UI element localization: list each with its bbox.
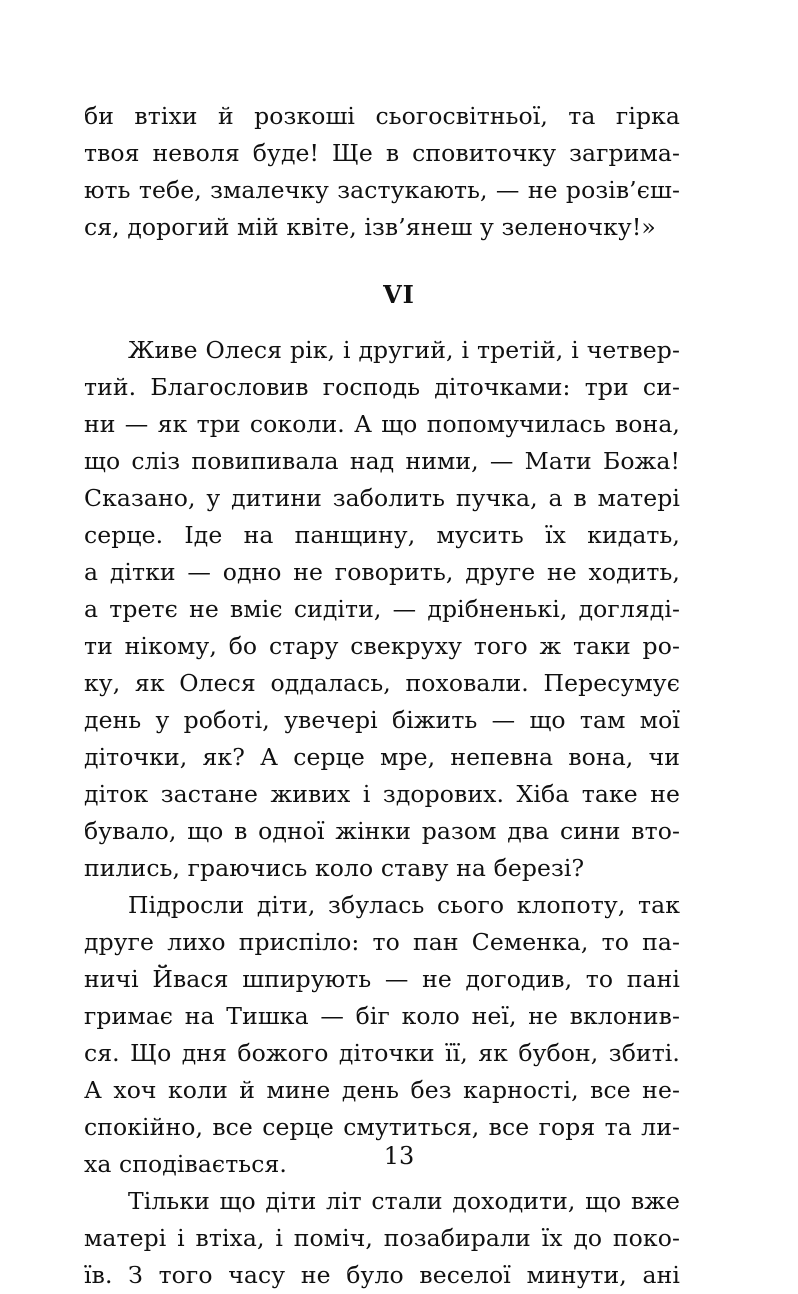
text-line: що сліз повипивала над ними, — Мати Божа! (84, 447, 680, 475)
text-line: твоя неволя буде! Ще в сповиточку загрима- (84, 139, 680, 167)
text-line: А хоч коли й мине день без карності, все не- (84, 1076, 680, 1104)
paragraph-3 (84, 1183, 680, 1294)
text-line: а дітки — одно не говорить, друге не ходить, (84, 558, 680, 586)
paragraph-1 (84, 332, 680, 887)
text-line: ха сподівається. (84, 1150, 287, 1178)
text-line: Підросли діти, збулась сього клопоту, так (128, 891, 680, 919)
text-line: Сказано, у дитини заболить пучка, а в матері (84, 484, 680, 512)
text-line: ничі Йвася шпирують — не догодив, то пані (84, 965, 680, 993)
text-line: Живе Олеся рік, і другий, і третій, і четвер- (128, 336, 680, 364)
text-line: бувало, що в одної жінки разом два сини вто- (84, 817, 680, 845)
text-line: діток застане живих і здорових. Хіба таке не (84, 780, 680, 808)
text-line: друге лихо приспіло: то пан Семенка, то па- (84, 928, 680, 956)
text-line: пились, граючись коло ставу на березі? (84, 854, 585, 882)
text-line: серце. Іде на панщину, мусить їх кидать, (84, 521, 680, 549)
text-line: ся, дорогий мій квіте, ізв’янеш у зеленочку!» (84, 213, 656, 241)
paragraph-2 (84, 887, 680, 1183)
text-line: матері і втіха, і поміч, позабирали їх до поко- (84, 1224, 680, 1252)
text-line: а третє не вміє сидіти, — дрібненькі, догляді- (84, 595, 680, 623)
page-number: 13 (383, 1142, 415, 1170)
text-line: Тільки що діти літ стали доходити, що вже (128, 1187, 680, 1215)
text-line: спокійно, все серце смутиться, все горя та ли- (84, 1113, 680, 1141)
text-line: ють тебе, змалечку застукають, — не розів’єш- (84, 176, 680, 204)
text-line: ку, як Олеся оддалась, поховали. Пересумує (84, 669, 680, 697)
text-line: тий. Благословив господь діточками: три си- (84, 373, 680, 401)
chapter-heading: VI (383, 280, 415, 309)
intro-paragraph (84, 98, 680, 246)
text-line: діточки, як? А серце мре, непевна вона, чи (84, 743, 680, 771)
text-line: ти нікому, бо стару свекруху того ж таки ро- (84, 632, 680, 660)
text-line: гримає на Тишка — біг коло неї, не вклонив- (84, 1002, 680, 1030)
text-line: їв. З того часу не було веселої минути, ані (84, 1261, 680, 1289)
text-line: день у роботі, увечері біжить — що там мої (84, 706, 680, 734)
text-line: би втіхи й розкоші сьогосвітньої, та гірка (84, 102, 680, 130)
text-line: ся. Що дня божого діточки її, як бубон, збиті. (84, 1039, 680, 1067)
text-line: ни — як три соколи. А що попомучилась вона, (84, 410, 680, 438)
